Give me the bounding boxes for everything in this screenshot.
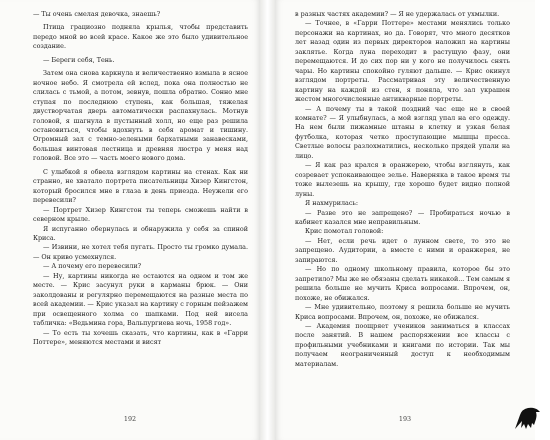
- paragraph: — Точнее, в «Гарри Поттере» местами менялись только персонажи на картинах, но да. Говорят, что много десятков лет назад один из первых директоров наложил на картины заклятье. Когда луна переходит в растущую фазу, они перемещаются. И до сих пор ни у кого не получилось снять чары. Но картины спокойно гуляют дальше. — Крис окинул взглядом портреты. Рассматривая эту величественную картину на каждой из стен, я поняла, что зал украшен жестом многочисленные антикварные портреты.: [295, 19, 510, 104]
- paragraph: С улыбкой я обвела взглядом картины на стенах. Как ни странно, не хватало портрета писательницы Хизер Кингстон, который бросился мне в глаза в день приезда. Неужели его перевесили?: [33, 167, 248, 205]
- right-page-text: [295, 10, 510, 369]
- paragraph: — Разве это не запрещено? — Пробираться ночью в кабинет казался мне неправильным.: [295, 208, 510, 226]
- paragraph: — Академия поощряет учеников заниматься в классах после занятий. В нашем распоряжении все классы с профильными учебниками и книгами по истории. Так мы получаем неограниченный доступ к необходимым материалам.: [295, 321, 510, 368]
- paragraph: — Мне удивительно, поэтому я решила больше не мучить Криса вопросами. Впрочем, он, похоже, не обижался.: [295, 303, 510, 321]
- paragraph: — А почему ты в такой поздний час еще не в своей комнате? — Я улыбнулась, а мой взгляд упал на его одежду. На нем были пижамные штаны в клетку и узкая белая футболка, которая четко проступающие мышцы пресса. Светлые волосы разлохматились, несколько прядей упали на лицо.: [295, 104, 510, 160]
- paragraph: — Портрет Хизер Кингстон ты теперь сможешь найти в северном крыле.: [33, 205, 248, 224]
- page-number: 192: [123, 415, 137, 423]
- paragraph: Я нахмурилась:: [305, 199, 359, 208]
- left-page: [0, 0, 260, 440]
- paragraph: Птица грациозно подняла крылья, чтобы представить передо мной во всей красе. Какое же это было удивительное создание.: [33, 23, 248, 51]
- paragraph: — То есть ты хочешь сказать, что картины, как в «Гарри Поттере», меняются местами и висят: [33, 328, 248, 346]
- paragraph: — А почему его перевесили?: [43, 262, 142, 271]
- left-page-text: [33, 10, 248, 347]
- paragraph: в разных частях академии? — Я не удержалась от ухмылки.: [295, 10, 500, 18]
- paragraph: — Извини, не хотел тебя пугать. Просто ты громко думала. — Он криво усмехнулся.: [33, 243, 248, 261]
- paragraph: — Нет, если речь идет о лунном свете, то это не запрещено. Аудитории, а вместе с ними и оранжерея, не запираются.: [295, 236, 510, 264]
- paragraph: Затем она снова каркнула и величественно взмыла в ясное ночное небо. Я смотрела ей вслед, пока она полностью не слилась с тьмой, а потом, зевнув, пошла обратно. Сонно мне ступая по последнюю ступень, как большая, тяжелая двустворчатая дверь автоматически распахнулась. Мотнув головой, я шагнула в пустынный холл, но еще раз решила остановиться, чтобы вдохнуть в себя аромат и тишину. Огромный зал с темно-зелеными бархатными занавесками, большая винтовая лестница и древняя люстра у меня над головой. Все это — часть моего нового дома.: [33, 69, 248, 163]
- book-gutter: [260, 0, 275, 440]
- paragraph: — Ты очень смелая девочка, знаешь?: [33, 10, 161, 18]
- paragraph: Я испуганно обернулась и обнаружила у себя за спиной Крисa.: [33, 224, 248, 242]
- paragraph: — Ну, картины никогда не остаются на одном и том же месте. — Крис засунул руки в карманы брюк. — Они заколдованы и регулярно перемещаются на разные места по всей академии. — Крис указал на картину с горным пейзажем при освещенного холма со шапками. Под ней висела табличка: «Ведьмина гора, Вальпургиева ночь, 1958 год».: [33, 271, 248, 328]
- page-number: 193: [398, 415, 412, 423]
- paragraph: Крис помотал головой:: [305, 227, 384, 236]
- paragraph: — Я как раз крался в оранжерею, чтобы взглянуть, как созревает успокаивающее зелье. Наверняка в такое время ты тоже вылезешь на крышу, где хорошо будет видно полной луны.: [295, 161, 510, 198]
- paragraph: — Но по одному школьному правила, которое бы это запретило? Мы же не обязаны сделать никакой... Тем самым я решила больше не мучить Криса вопросами. Впрочем, он, похоже, не обижался.: [295, 265, 510, 302]
- raven-icon: [512, 403, 542, 433]
- right-page: [275, 0, 535, 440]
- paragraph: — Береги себя, Тень.: [43, 55, 115, 64]
